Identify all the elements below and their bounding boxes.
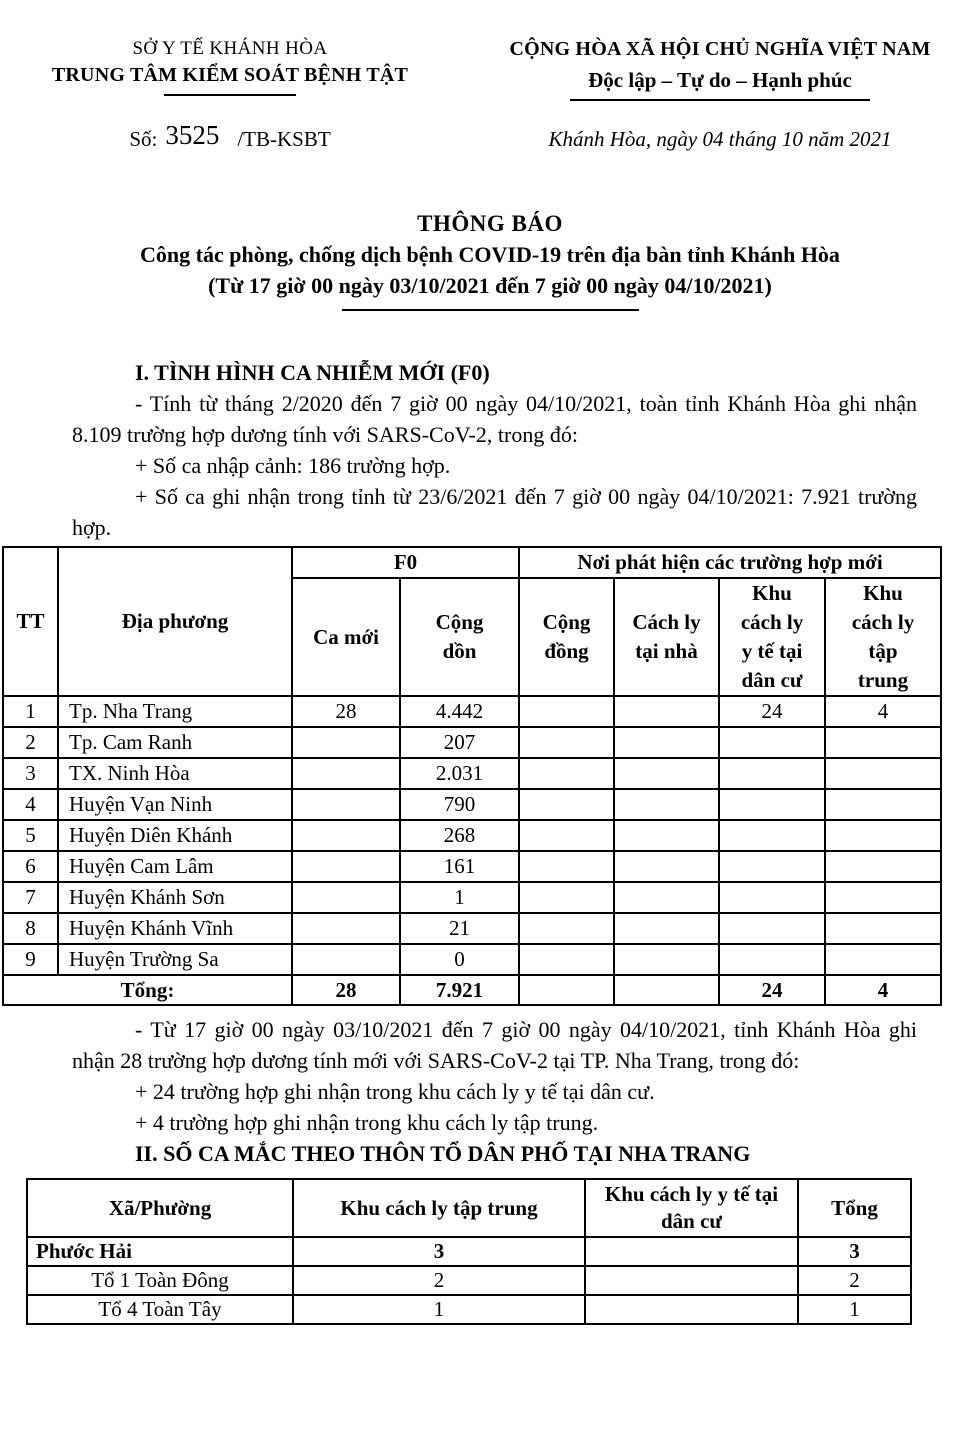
column-header-total: Tổng	[798, 1179, 911, 1237]
national-motto-block	[460, 38, 980, 153]
column-header-cumulative: Cộng dồn	[400, 578, 519, 696]
column-group-detection-place: Nơi phát hiện các trường hợp mới	[519, 547, 941, 578]
national-motto: Độc lập – Tự do – Hạnh phúc	[588, 68, 852, 92]
agency-underline	[164, 94, 296, 96]
table-row: 3 TX. Ninh Hòa 2.031	[3, 758, 941, 789]
document-subtitle: Công tác phòng, chống dịch bệnh COVID-19 trên địa bàn tỉnh Khánh Hòa	[140, 242, 840, 267]
column-header-locality: Địa phương	[58, 547, 292, 696]
cases-by-hamlet-table	[26, 1178, 912, 1325]
cases-by-locality-table	[2, 546, 942, 1006]
agency-name: TRUNG TÂM KIỂM SOÁT BỆNH TẬT	[51, 64, 409, 86]
paragraph: - Từ 17 giờ 00 ngày 03/10/2021 đến 7 giờ 00 ngày 04/10/2021, tỉnh Khánh Hòa ghi nhận 28 trường hợp dương tính mới với SARS-CoV-2 tại TP. Nha Trang, trong đó:	[72, 1017, 917, 1073]
table-row: 5 Huyện Diên Khánh 268	[3, 820, 941, 851]
table-row: 1 Tp. Nha Trang 28 4.442 24 4	[3, 696, 941, 727]
table-row: 4 Huyện Vạn Ninh 790	[3, 789, 941, 820]
issuing-agency-block	[0, 38, 460, 153]
paragraph: - Tính từ tháng 2/2020 đến 7 giờ 00 ngày 04/10/2021, toàn tỉnh Khánh Hòa ghi nhận 8.109 trường hợp dương tính với SARS-CoV-2, trong đó:	[72, 391, 917, 447]
national-title: CỘNG HÒA XÃ HỘI CHỦ NGHĨA VIỆT NAM	[509, 38, 931, 60]
title-block	[0, 211, 980, 311]
column-header-centralized-quarantine: Khu cách ly tập trung	[293, 1179, 585, 1237]
paragraph: + Số ca ghi nhận trong tỉnh từ 23/6/2021 đến 7 giờ 00 ngày 04/10/2021: 7.921 trường hợp.	[72, 484, 917, 540]
section-1-heading: I. TÌNH HÌNH CA NHIỄM MỚI (F0)	[135, 360, 490, 385]
table-row: 8 Huyện Khánh Vĩnh 21	[3, 913, 941, 944]
table-row: 6 Huyện Cam Lâm 161	[3, 851, 941, 882]
column-header-centralized-quarantine: Khu cách ly tập trung	[825, 578, 941, 696]
title-underline	[342, 309, 639, 311]
column-header-medical-quarantine: Khu cách ly y tế tại dân cư	[585, 1179, 798, 1237]
letterhead	[0, 0, 980, 153]
column-header-ward: Xã/Phường	[27, 1179, 293, 1237]
place-date-line: Khánh Hòa, ngày 04 tháng 10 năm 2021	[548, 127, 892, 151]
section-2-heading: II. SỐ CA MẮC THEO THÔN TỔ DÂN PHỐ TẠI NHA TRANG	[135, 1141, 751, 1166]
column-header-new-cases: Ca mới	[292, 578, 400, 696]
column-header-home-quarantine: Cách ly tại nhà	[614, 578, 719, 696]
table-row: 9 Huyện Trường Sa 0	[3, 944, 941, 975]
column-header-medical-quarantine: Khu cách ly y tế tại dân cư	[719, 578, 825, 696]
table-row: Tổ 4 Toàn Tây 1 1	[27, 1295, 911, 1324]
table-row: Phước Hải 3 3	[27, 1237, 911, 1266]
column-header-community: Cộng đồng	[519, 578, 614, 696]
column-group-f0: F0	[292, 547, 519, 578]
document-title: THÔNG BÁO	[417, 211, 563, 236]
document-period: (Từ 17 giờ 00 ngày 03/10/2021 đến 7 giờ 00 ngày 04/10/2021)	[208, 273, 772, 298]
section-1	[72, 357, 917, 543]
table-row: 2 Tp. Cam Ranh 207	[3, 727, 941, 758]
document-number-line	[0, 122, 460, 153]
section-1-summary	[72, 1014, 917, 1169]
paragraph: + 24 trường hợp ghi nhận trong khu cách ly y tế tại dân cư.	[135, 1079, 655, 1104]
document-number-suffix: /TB-KSBT	[237, 127, 331, 151]
table-row: 7 Huyện Khánh Sơn 1	[3, 882, 941, 913]
document-number-value: 3525	[165, 120, 220, 150]
document-number-label: Số:	[129, 127, 158, 151]
motto-underline	[570, 99, 870, 101]
table-total-row: Tổng: 28 7.921 24 4	[3, 975, 941, 1005]
table-row: Tổ 1 Toàn Đông 2 2	[27, 1266, 911, 1295]
agency-parent-name: SỞ Y TẾ KHÁNH HÒA	[132, 38, 328, 59]
paragraph: + 4 trường hợp ghi nhận trong khu cách ly tập trung.	[135, 1110, 599, 1135]
column-header-tt: TT	[3, 547, 58, 696]
paragraph: + Số ca nhập cảnh: 186 trường hợp.	[135, 453, 451, 478]
total-label: Tổng:	[3, 975, 292, 1005]
